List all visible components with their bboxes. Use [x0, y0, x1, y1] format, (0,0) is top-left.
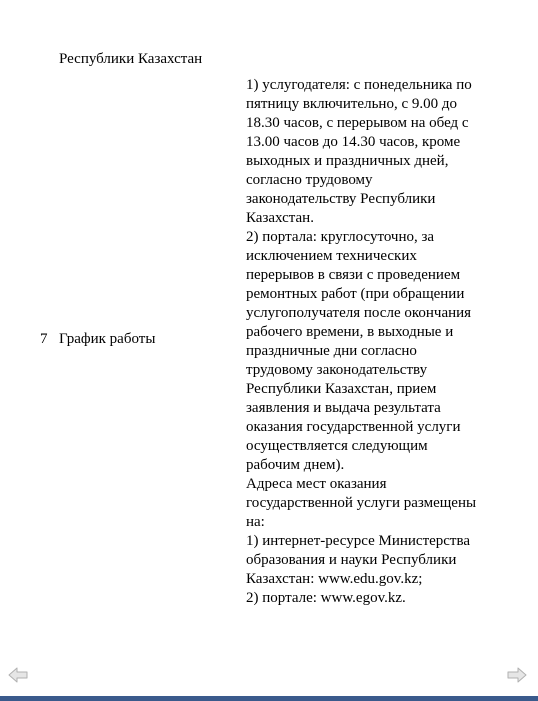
description-line: рабочим днем). — [246, 457, 345, 473]
arrow-left-icon — [8, 667, 28, 683]
description-line: осуществляется следующим — [246, 438, 428, 454]
description-line: 2) портала: круглосуточно, за — [246, 229, 435, 245]
description-line: Казахстан. — [246, 210, 314, 226]
description-line: на: — [246, 514, 265, 530]
description-line: образования и науки Республики — [246, 552, 457, 568]
arrow-right-icon — [507, 667, 527, 683]
description-line: Казахстан: www.edu.gov.kz; — [246, 571, 423, 587]
description-line: пятницу включительно, с 9.00 до — [246, 96, 457, 112]
description-line: 2) портале: www.egov.kz. — [246, 590, 406, 606]
description-line: 1) услугодателя: с понедельника по — [246, 77, 472, 93]
previous-page-button[interactable] — [8, 667, 28, 683]
description-line: Адреса мест оказания — [246, 476, 387, 492]
description-line: согласно трудовому — [246, 172, 373, 188]
description-line: услугополучателя после окончания — [246, 305, 472, 321]
description-line: рабочего времени, в выходные и — [246, 324, 454, 340]
previous-row-continuation: Республики Казахстан — [59, 51, 203, 67]
row-title: График работы — [59, 331, 156, 347]
next-page-button[interactable] — [507, 667, 527, 683]
description-line: государственной услуги размещены — [246, 495, 477, 511]
description-line: выходных и праздничных дней, — [246, 153, 449, 169]
description-line: Республики Казахстан, прием — [246, 381, 437, 397]
description-line: праздничные дни согласно — [246, 343, 417, 359]
description-line: исключением технических — [246, 248, 417, 264]
description-line: перерывов в связи с проведением — [246, 267, 461, 283]
row-number: 7 — [40, 331, 48, 347]
row-description — [246, 76, 516, 608]
description-line: 13.00 часов до 14.30 часов, кроме — [246, 134, 461, 150]
description-line: 18.30 часов, с перерывом на обед с — [246, 115, 469, 131]
description-line: оказания государственной услуги — [246, 419, 461, 435]
bottom-status-bar — [0, 696, 538, 701]
description-line: законодательству Республики — [246, 191, 436, 207]
description-line: трудовому законодательству — [246, 362, 428, 378]
description-line: ремонтных работ (при обращении — [246, 286, 465, 302]
description-line: 1) интернет-ресурсе Министерства — [246, 533, 471, 549]
description-line: заявления и выдача результата — [246, 400, 441, 416]
